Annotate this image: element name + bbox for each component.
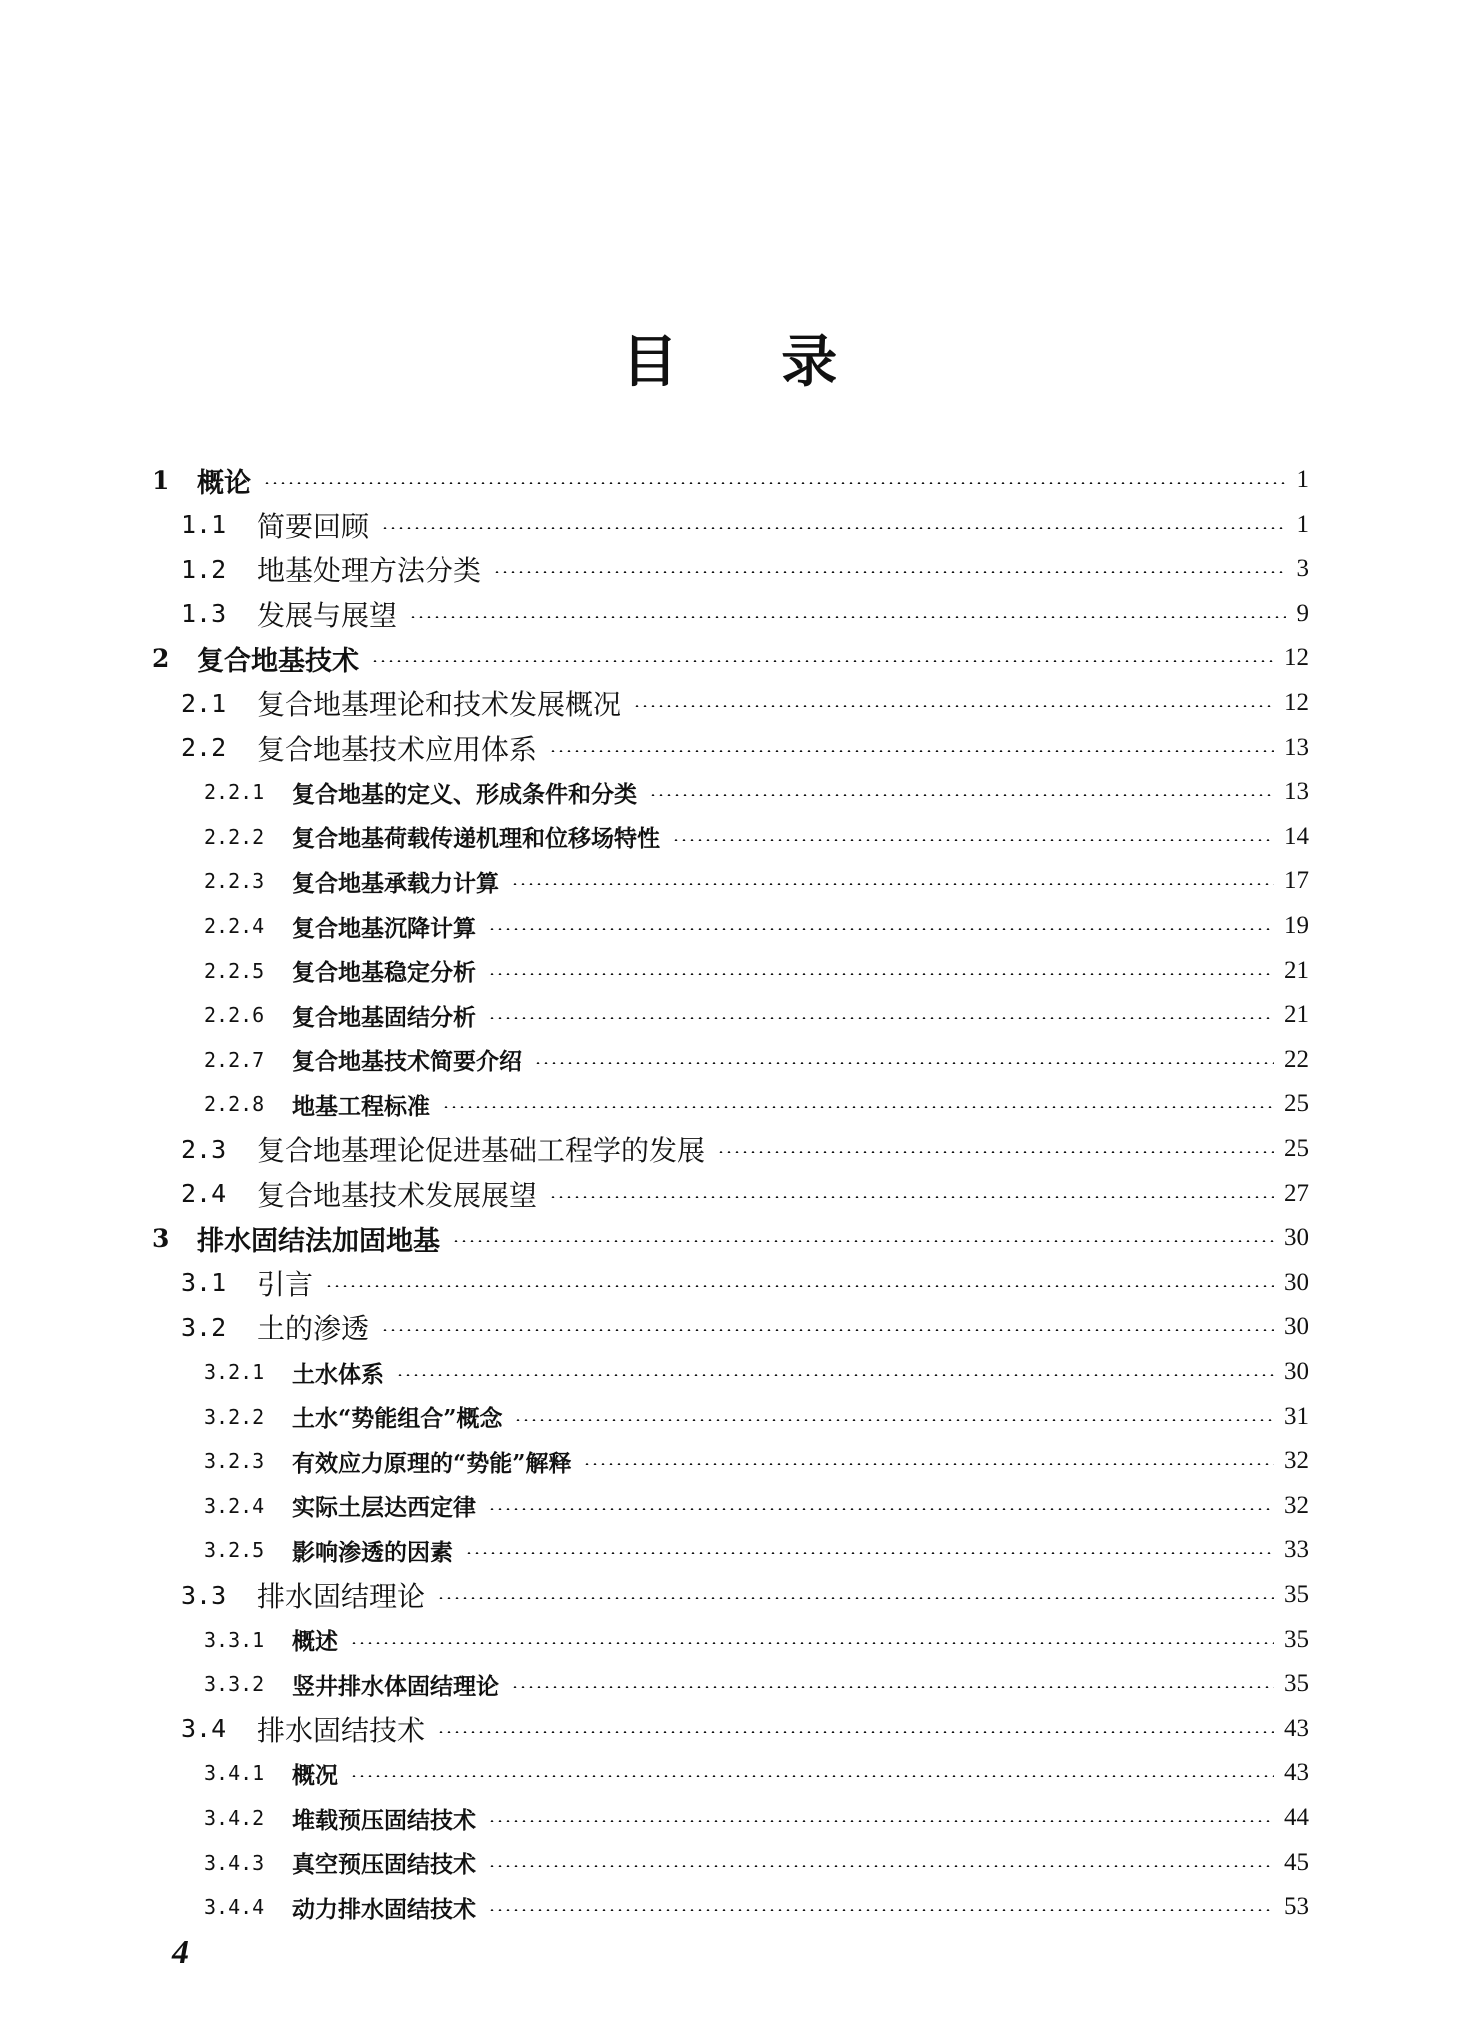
- toc-entry-title: 竖井排水体固结理论: [292, 1672, 499, 1700]
- toc-entry: [0, 1350, 1459, 1394]
- toc-entry: [0, 1885, 1459, 1929]
- toc-entry-number: 3.3.2: [204, 1672, 265, 1697]
- toc-leader-dots: [263, 482, 1286, 484]
- toc-entry-page: 3: [1296, 555, 1309, 583]
- toc-entry-page: 25: [1284, 1090, 1309, 1118]
- toc-entry-title: 排水固结理论: [257, 1580, 426, 1613]
- toc-entry-page: 14: [1284, 822, 1309, 850]
- toc-entry-page: 19: [1284, 912, 1309, 939]
- toc-entry-title: 地基工程标准: [292, 1092, 430, 1120]
- toc-leader-dots: [633, 705, 1274, 707]
- toc-entry-title: 土水体系: [292, 1360, 384, 1388]
- toc-leader-dots: [325, 1285, 1274, 1287]
- toc-entry-page: 21: [1284, 1001, 1309, 1029]
- toc-entry: [0, 1484, 1459, 1528]
- toc-entry-number: 2: [152, 643, 170, 673]
- toc-entry-title: 复合地基技术简要介绍: [292, 1048, 522, 1076]
- toc-entry-number: 2.3: [181, 1134, 227, 1164]
- toc-entry-number: 3.1: [181, 1268, 227, 1298]
- toc-entry: [0, 1082, 1459, 1126]
- toc-leader-dots: [381, 527, 1286, 529]
- toc-leader-dots: [717, 1151, 1274, 1153]
- toc-entry-number: 2.2.1: [204, 780, 265, 805]
- toc-leader-dots: [493, 571, 1286, 573]
- toc-entry: [0, 949, 1459, 993]
- page-number: 4: [172, 1934, 189, 1971]
- toc-leader-dots: [488, 1820, 1274, 1822]
- toc-entry-number: 2.2.7: [204, 1047, 265, 1072]
- toc-entry: [0, 1796, 1459, 1840]
- toc-entry: [0, 592, 1459, 636]
- toc-entry-number: 2.2.2: [204, 824, 265, 849]
- toc-entry-title: 复合地基技术应用体系: [257, 732, 538, 766]
- toc-entry-title: 复合地基荷载传递机理和位移场特性: [292, 825, 660, 853]
- toc-entry: [0, 1127, 1459, 1171]
- toc-entry-number: 3.2.3: [204, 1449, 265, 1474]
- toc-leader-dots: [488, 973, 1274, 975]
- toc-entry-page: 30: [1284, 1358, 1309, 1385]
- toc-entry-page: 13: [1284, 778, 1309, 806]
- toc-entry-page: 43: [1284, 1714, 1309, 1742]
- toc-leader-dots: [488, 1508, 1274, 1510]
- toc-entry-title: 地基处理方法分类: [257, 554, 482, 588]
- toc-entry: [0, 681, 1459, 725]
- toc-entry-page: 45: [1284, 1848, 1309, 1876]
- toc-entry-title: 复合地基技术发展展望: [257, 1178, 538, 1212]
- toc-entry-title: 引言: [257, 1267, 314, 1301]
- toc-entry: [0, 547, 1459, 591]
- toc-entry-title: 复合地基理论促进基础工程学的发展: [257, 1134, 706, 1167]
- toc-entry: [0, 1751, 1459, 1795]
- toc-entry-number: 2.4: [181, 1179, 227, 1209]
- toc-leader-dots: [465, 1552, 1274, 1554]
- toc-entry: [0, 1662, 1459, 1706]
- toc-leader-dots: [514, 1419, 1274, 1421]
- toc-entry-title: 复合地基稳定分析: [292, 959, 476, 987]
- toc-leader-dots: [549, 750, 1274, 752]
- toc-entry-title: 复合地基理论和技术发展概况: [257, 688, 622, 721]
- toc-entry: [0, 1172, 1459, 1216]
- toc-leader-dots: [511, 1686, 1274, 1688]
- toc-entry-title: 发展与展望: [257, 598, 398, 632]
- toc-leader-dots: [488, 1909, 1274, 1911]
- toc-entry-page: 35: [1284, 1625, 1309, 1653]
- toc-entry-title: 概论: [197, 467, 251, 499]
- toc-entry-title: 简要回顾: [257, 509, 370, 543]
- toc-entry-page: 32: [1284, 1491, 1309, 1519]
- toc-entry-number: 2.1: [181, 688, 227, 718]
- toc-leader-dots: [549, 1196, 1274, 1198]
- toc-entry-number: 2.2.8: [204, 1092, 265, 1117]
- toc-leader-dots: [534, 1062, 1274, 1064]
- toc-leader-dots: [511, 883, 1274, 885]
- title-char-2: 录: [781, 329, 838, 395]
- toc-leader-dots: [371, 660, 1274, 662]
- toc-entry-number: 2.2.6: [204, 1003, 265, 1028]
- toc-entry-number: 3.2.5: [204, 1538, 265, 1563]
- toc-entry-number: 2.2.5: [204, 958, 265, 983]
- toc-entry-page: 12: [1284, 644, 1309, 672]
- toc-entry-number: 1.2: [181, 554, 227, 584]
- toc-entry-title: 土水“势能组合”概念: [292, 1405, 503, 1433]
- toc-entry-title: 复合地基的定义、形成条件和分类: [292, 780, 637, 808]
- toc-entry: [0, 859, 1459, 903]
- toc-entry-page: 33: [1284, 1536, 1309, 1564]
- toc-entry-number: 3.4.2: [204, 1806, 265, 1830]
- toc-entry: [0, 1841, 1459, 1885]
- toc-entry-title: 有效应力原理的“势能”解释: [292, 1449, 572, 1477]
- toc-entry-page: 32: [1284, 1447, 1309, 1475]
- toc-entry: [0, 1618, 1459, 1662]
- toc-entry-page: 1: [1296, 510, 1309, 538]
- toc-entry-title: 概况: [292, 1761, 338, 1789]
- toc-entry-title: 复合地基沉降计算: [292, 914, 476, 942]
- toc-entry-number: 1: [152, 465, 170, 495]
- toc-entry-number: 1.1: [181, 510, 227, 540]
- toc-entry: [0, 726, 1459, 770]
- toc-entry-page: 31: [1284, 1402, 1309, 1430]
- toc-entry: [0, 815, 1459, 859]
- toc-entry-page: 53: [1284, 1893, 1309, 1921]
- toc-entry: [0, 770, 1459, 814]
- toc-entry-number: 2.2.4: [204, 914, 265, 938]
- toc-entry: [0, 1038, 1459, 1082]
- toc-entry: [0, 1395, 1459, 1439]
- toc-entry-page: 12: [1284, 689, 1309, 716]
- toc-entry-page: 44: [1284, 1804, 1309, 1831]
- toc-entry-page: 30: [1284, 1313, 1309, 1341]
- toc-entry-page: 27: [1284, 1179, 1309, 1207]
- toc-entry-title: 实际土层达西定律: [292, 1494, 476, 1522]
- toc-entry: [0, 1528, 1459, 1572]
- toc-entry-number: 1.3: [181, 599, 227, 629]
- toc-entry-page: 9: [1296, 599, 1309, 627]
- toc-entry-title: 土的渗透: [257, 1312, 370, 1346]
- toc-entry-title: 复合地基承载力计算: [292, 869, 499, 897]
- toc-entry-page: 17: [1284, 867, 1309, 895]
- toc-leader-dots: [350, 1775, 1274, 1777]
- toc-entry-number: 3.4: [181, 1714, 227, 1744]
- toc-entry-page: 22: [1284, 1045, 1309, 1073]
- toc-entry-page: 21: [1284, 956, 1309, 984]
- toc-leader-dots: [488, 1017, 1274, 1019]
- toc-leader-dots: [381, 1329, 1274, 1331]
- toc-leader-dots: [452, 1240, 1274, 1242]
- toc-entry-title: 复合地基固结分析: [292, 1003, 476, 1031]
- toc-entry: [0, 1261, 1459, 1305]
- toc-entry: [0, 503, 1459, 547]
- toc-entry: [0, 636, 1459, 680]
- toc-entry-title: 概述: [292, 1628, 338, 1656]
- toc-entry-number: 3.3.1: [204, 1627, 265, 1652]
- toc-entry-number: 3.4.3: [204, 1850, 265, 1875]
- toc-entry-number: 3.3: [181, 1580, 227, 1610]
- toc-entry: [0, 993, 1459, 1037]
- toc-entry-number: 2.2: [181, 733, 227, 763]
- toc-entry: [0, 904, 1459, 948]
- toc-entry-page: 30: [1284, 1268, 1309, 1296]
- toc-entry-page: 43: [1284, 1759, 1309, 1787]
- toc-entry-page: 13: [1284, 733, 1309, 761]
- toc-entry: [0, 1573, 1459, 1617]
- toc-leader-dots: [396, 1374, 1274, 1376]
- toc-entry-number: 3.4.4: [204, 1895, 265, 1920]
- toc-entry-page: 35: [1284, 1581, 1309, 1608]
- toc-leader-dots: [649, 794, 1274, 796]
- toc-entry-number: 3.2.4: [204, 1493, 265, 1518]
- toc-entry: [0, 458, 1459, 502]
- toc-entry-title: 影响渗透的因素: [292, 1538, 453, 1566]
- toc-leader-dots: [583, 1463, 1274, 1465]
- page-title: [0, 318, 1459, 398]
- toc-entry-page: 35: [1284, 1670, 1309, 1698]
- toc-leader-dots: [437, 1731, 1274, 1733]
- toc-entry-number: 3.4.1: [204, 1761, 265, 1786]
- toc-entry-title: 真空预压固结技术: [292, 1851, 476, 1879]
- toc-entry-title: 堆载预压固结技术: [292, 1806, 476, 1834]
- toc-leader-dots: [488, 1865, 1274, 1867]
- toc-leader-dots: [442, 1106, 1274, 1108]
- toc-leader-dots: [672, 839, 1274, 841]
- title-char-1: 目: [621, 329, 678, 395]
- toc-entry-page: 25: [1284, 1135, 1309, 1162]
- toc-entry-number: 3.2.1: [204, 1360, 265, 1384]
- toc-entry: [0, 1707, 1459, 1751]
- toc-entry-title: 复合地基技术: [197, 645, 359, 677]
- toc-leader-dots: [409, 616, 1286, 618]
- toc-leader-dots: [488, 928, 1274, 930]
- toc-entry-number: 3.2: [181, 1312, 227, 1342]
- toc-entry: [0, 1439, 1459, 1483]
- toc-entry-number: 3.2.2: [204, 1404, 265, 1429]
- toc-leader-dots: [437, 1597, 1274, 1599]
- toc-entry-page: 1: [1296, 466, 1309, 493]
- toc-entry-page: 30: [1284, 1224, 1309, 1252]
- toc-entry: [0, 1216, 1459, 1260]
- toc-entry: [0, 1305, 1459, 1349]
- toc-entry-number: 2.2.3: [204, 869, 265, 894]
- toc-entry-title: 排水固结法加固地基: [197, 1225, 440, 1257]
- toc-entry-title: 排水固结技术: [257, 1713, 426, 1747]
- toc-leader-dots: [350, 1642, 1274, 1644]
- toc-entry-title: 动力排水固结技术: [292, 1895, 476, 1923]
- toc-entry-number: 3: [152, 1223, 170, 1253]
